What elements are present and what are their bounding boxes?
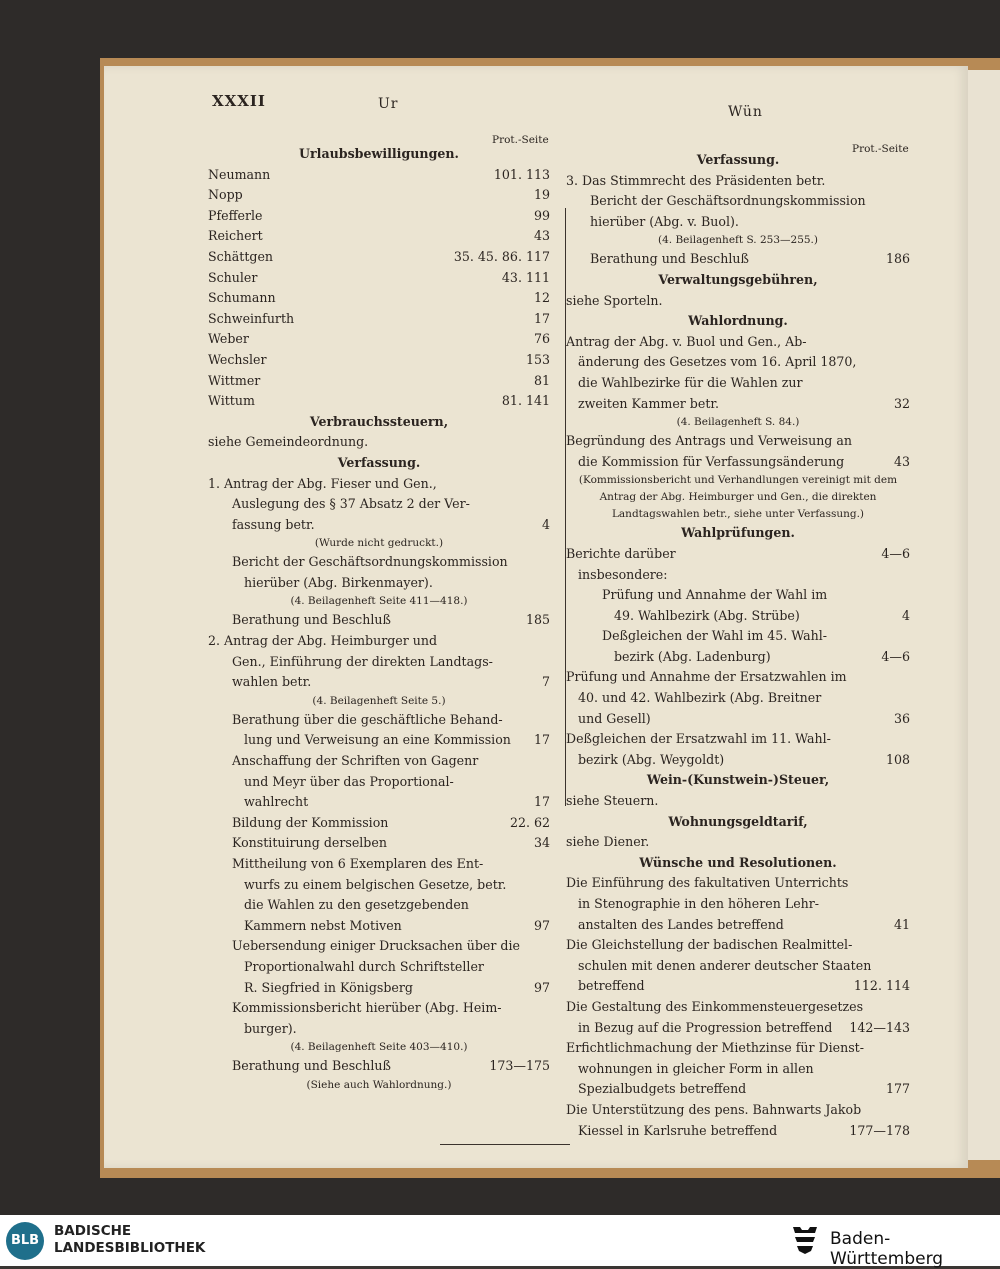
index-entry	[566, 709, 910, 730]
index-entry	[208, 875, 550, 896]
section-heading: Verfassung.	[696, 152, 780, 167]
entry-text: Deßgleichen der Ersatzwahl im 11. Wahl-	[566, 731, 831, 747]
page-reference: 4	[901, 607, 910, 623]
entry-text: Proportionalwahl durch Schriftsteller	[244, 958, 484, 974]
page-reference: 43. 111	[501, 269, 550, 285]
index-entry	[208, 916, 550, 937]
entry-text: 3. Das Stimmrecht des Präsidenten betr.	[566, 172, 826, 188]
index-entry	[208, 474, 550, 495]
page-reference: 36	[893, 710, 910, 726]
index-entry	[566, 956, 910, 977]
left-running-key: Ur	[378, 96, 399, 112]
blb-name-line2: LANDESBIBLIOTHEK	[54, 1240, 206, 1256]
entry-text: Die Unterstützung des pens. Bahnwarts Jakob	[566, 1101, 862, 1117]
index-entry	[566, 606, 910, 627]
reference-note: (4. Beilagenheft Seite 403—410.)	[290, 1041, 468, 1054]
entry-text: die Wahlen zu den gesetzgebenden	[244, 897, 469, 913]
index-entry	[566, 452, 910, 473]
book-page	[104, 66, 968, 1168]
page-reference: 22. 62	[509, 814, 550, 830]
left-index-column	[208, 144, 550, 1094]
entry-text: Pfefferle	[208, 207, 263, 223]
entry-text: fassung betr.	[232, 516, 315, 532]
entry-text: die Kommission für Verfassungsänderung	[578, 453, 845, 469]
index-entry	[208, 751, 550, 772]
index-entry	[208, 710, 550, 731]
entry-text: in Stenographie in den höheren Lehr-	[578, 896, 820, 911]
index-entry	[208, 1019, 550, 1040]
index-entry	[208, 371, 550, 392]
page-reference: 177	[885, 1081, 910, 1097]
entry-text: Bericht der Geschäftsordnungskommission	[590, 193, 866, 209]
page-reference: 17	[533, 794, 550, 810]
section-heading: Wahlprüfungen.	[681, 525, 795, 541]
index-entry	[208, 792, 550, 813]
blb-name-line1: BADISCHE	[54, 1223, 132, 1239]
entry-text: und Meyr über das Proportional-	[244, 773, 454, 789]
index-entry	[566, 171, 910, 192]
index-entry	[566, 997, 910, 1018]
index-entry	[566, 1121, 910, 1142]
reference-note: (4. Beilagenheft Seite 411—418.)	[290, 595, 468, 608]
reference-note: (4. Beilagenheft Seite 5.)	[312, 694, 446, 707]
entry-text: Weber	[208, 331, 249, 347]
page-reference: 4—6	[881, 545, 910, 561]
index-entry	[566, 894, 910, 915]
index-entry	[566, 791, 910, 812]
entry-text: Berathung und Beschluß	[232, 612, 391, 628]
entry-text: Die Einführung des fakultativen Unterrichts	[566, 875, 849, 891]
page-number: XXXII	[212, 92, 266, 110]
index-entry	[566, 647, 910, 668]
entry-text: Nopp	[208, 187, 243, 203]
entry-text: Prüfung und Annahme der Wahl im	[602, 587, 828, 603]
index-entry	[208, 957, 550, 978]
index-entry	[566, 1038, 910, 1059]
reference-note: (Kommissionsbericht und Verhandlungen vereinigt mit dem	[578, 474, 898, 487]
bw-brand-text[interactable]: Baden-Württemberg	[830, 1229, 944, 1269]
entry-text: zweiten Kammer betr.	[578, 395, 720, 411]
index-entry	[208, 652, 550, 673]
section-heading: Verbrauchssteuern,	[309, 413, 449, 429]
page-reference: 142—143	[849, 1019, 910, 1035]
reference-note: (Wurde nicht gedruckt.)	[314, 537, 444, 550]
entry-text: Schumann	[208, 290, 276, 306]
entry-text: bezirk (Abg. Weygoldt)	[578, 751, 725, 767]
index-entry	[566, 431, 910, 452]
entry-text: siehe Steuern.	[566, 793, 659, 809]
entry-text: Berathung über die geschäftliche Behand-	[232, 711, 503, 727]
entry-text: Erfichtlichmachung der Miethzinse für Dienst-	[566, 1040, 865, 1056]
index-entry	[208, 350, 550, 371]
index-entry	[566, 373, 910, 394]
entry-text: hierüber (Abg. v. Buol).	[590, 213, 739, 229]
entry-text: die Wahlbezirke für die Wahlen zur	[578, 374, 803, 390]
entry-text: siehe Diener.	[566, 834, 650, 850]
entry-text: betreffend	[578, 978, 645, 994]
entry-text: Wittum	[208, 393, 255, 409]
index-entry	[208, 1056, 550, 1077]
index-entry	[566, 212, 910, 233]
page-reference: 4	[541, 516, 550, 532]
entry-text: burger).	[244, 1020, 297, 1036]
page-reference: 101. 113	[493, 166, 550, 182]
page-reference: 153	[525, 351, 550, 367]
reference-note: (4. Beilagenheft S. 253—255.)	[658, 234, 818, 247]
index-entry	[208, 391, 550, 412]
index-entry	[208, 610, 550, 631]
page-reference: 186	[885, 251, 910, 267]
index-entry	[208, 309, 550, 330]
index-entry	[208, 329, 550, 350]
index-entry	[566, 394, 910, 415]
index-entry	[566, 976, 910, 997]
entry-text: Bericht der Geschäftsordnungskommission	[232, 554, 508, 570]
index-entry	[566, 1018, 910, 1039]
entry-text: anstalten des Landes betreffend	[578, 916, 784, 932]
page-reference: 7	[541, 674, 550, 690]
entry-text: Kiessel in Karlsruhe betreffend	[578, 1122, 778, 1138]
page-reference: 43	[893, 453, 910, 469]
index-entry	[208, 515, 550, 536]
index-entry	[208, 206, 550, 227]
index-entry	[208, 978, 550, 999]
index-entry	[566, 1079, 910, 1100]
index-entry	[208, 165, 550, 186]
entry-text: wohnungen in gleicher Form in allen	[578, 1060, 814, 1076]
page-reference: 185	[525, 612, 550, 628]
page-reference: 81. 141	[501, 393, 550, 409]
entry-text: 40. und 42. Wahlbezirk (Abg. Breitner	[578, 690, 822, 706]
entry-text: Wechsler	[208, 351, 267, 367]
entry-text: 1. Antrag der Abg. Fieser und Gen.,	[208, 475, 437, 491]
index-entry	[208, 573, 550, 594]
entry-text: 49. Wahlbezirk (Abg. Strübe)	[614, 607, 800, 623]
page-reference: 35. 45. 86. 117	[453, 248, 550, 264]
entry-text: siehe Gemeindeordnung.	[208, 434, 369, 450]
section-heading: Verwaltungsgebühren,	[658, 271, 818, 287]
index-entry	[566, 585, 910, 606]
page-reference: 97	[533, 917, 550, 933]
index-entry	[208, 895, 550, 916]
page-reference: 99	[533, 207, 550, 223]
page-reference: 41	[893, 916, 910, 932]
index-entry	[566, 667, 910, 688]
page-reference: 81	[533, 372, 550, 388]
page-reference: 173—175	[489, 1058, 550, 1074]
entry-text: siehe Sporteln.	[566, 292, 663, 308]
entry-text: Schuler	[208, 269, 258, 285]
entry-text: änderung des Gesetzes vom 16. April 1870,	[578, 354, 857, 370]
index-entry	[566, 1059, 910, 1080]
page-reference: 12	[533, 290, 550, 306]
right-prot-seite-label: Prot.-Seite	[852, 143, 909, 155]
index-entry	[566, 688, 910, 709]
entry-text: wahlen betr.	[232, 674, 312, 690]
entry-text: Kommissionsbericht hierüber (Abg. Heim-	[232, 1000, 502, 1016]
index-entry	[566, 915, 910, 936]
index-entry	[566, 249, 910, 270]
page-reference: 4—6	[881, 648, 910, 664]
index-entry	[566, 332, 910, 353]
entry-text: Antrag der Abg. v. Buol und Gen., Ab-	[566, 333, 807, 349]
index-entry	[566, 873, 910, 894]
index-entry	[208, 998, 550, 1019]
index-entry	[566, 750, 910, 771]
index-entry	[566, 565, 910, 586]
entry-text: Begründung des Antrags und Verweisung an	[566, 433, 852, 449]
blb-name[interactable]	[54, 1223, 205, 1257]
entry-text: Die Gleichstellung der badischen Realmittel-	[566, 937, 853, 953]
entry-text: R. Siegfried in Königsberg	[244, 979, 413, 995]
entry-text: Berichte darüber	[566, 545, 676, 561]
index-entry	[208, 432, 550, 453]
section-heading: Wünsche und Resolutionen.	[639, 854, 837, 870]
entry-text: Bildung der Kommission	[232, 814, 389, 830]
index-entry	[208, 936, 550, 957]
index-entry	[566, 935, 910, 956]
entry-text: Uebersendung einiger Drucksachen über die	[232, 938, 520, 954]
entry-text: in Bezug auf die Progression betreffend	[578, 1019, 833, 1035]
page-reference: 17	[533, 310, 550, 326]
page-reference: 108	[885, 751, 910, 767]
page-reference: 97	[533, 979, 550, 995]
reference-note: Landtagswahlen betr., siehe unter Verfassung.)	[611, 508, 865, 521]
right-index-column	[566, 150, 910, 1141]
lions-coat-of-arms-icon[interactable]	[790, 1224, 820, 1256]
index-entry	[208, 288, 550, 309]
index-entry	[208, 672, 550, 693]
index-entry	[208, 226, 550, 247]
entry-text: Konstituirung derselben	[232, 835, 387, 851]
entry-text: Berathung und Beschluß	[590, 251, 749, 267]
index-entry	[208, 268, 550, 289]
entry-text: schulen mit denen anderer deutscher Staaten	[578, 957, 872, 973]
index-entry	[208, 247, 550, 268]
index-entry	[566, 1100, 910, 1121]
entry-text: und Gesell)	[578, 710, 651, 726]
entry-text: Berathung und Beschluß	[232, 1058, 391, 1074]
section-heading: Verfassung.	[337, 454, 421, 470]
section-heading: Urlaubsbewilligungen.	[299, 146, 459, 161]
entry-text: insbesondere:	[578, 566, 668, 582]
index-entry	[566, 352, 910, 373]
page-reference: 177—178	[849, 1122, 910, 1138]
blb-logo-icon[interactable]: BLB	[6, 1222, 44, 1260]
entry-text: Neumann	[208, 166, 271, 182]
entry-text: Die Gestaltung des Einkommensteuergesetzes	[566, 998, 864, 1014]
entry-text: Reichert	[208, 228, 263, 244]
entry-text: lung und Verweisung an eine Kommission	[244, 732, 511, 748]
index-entry	[208, 552, 550, 573]
entry-text: Wittmer	[208, 372, 261, 388]
index-entry	[208, 833, 550, 854]
section-heading: Wein-(Kunstwein-)Steuer,	[646, 772, 830, 788]
entry-text: Schättgen	[208, 248, 274, 264]
entry-text: hierüber (Abg. Birkenmayer).	[244, 574, 433, 590]
index-entry	[208, 813, 550, 834]
index-entry	[566, 191, 910, 212]
right-running-key: Wün	[728, 104, 763, 120]
entry-text: Schweinfurth	[208, 310, 295, 326]
page-reference: 17	[533, 732, 550, 748]
entry-text: Mittheilung von 6 Exemplaren des Ent-	[232, 856, 484, 871]
entry-text: Gen., Einführung der direkten Landtags-	[232, 653, 493, 669]
entry-text: bezirk (Abg. Ladenburg)	[614, 648, 771, 664]
section-heading: Wohnungsgeldtarif,	[668, 813, 808, 829]
section-heading: Wahlordnung.	[688, 313, 788, 329]
reference-note: Antrag der Abg. Heimburger und Gen., die direkten	[599, 491, 877, 504]
index-entry	[208, 730, 550, 751]
page-reference: 76	[533, 331, 550, 347]
bottom-rule	[440, 1144, 570, 1145]
entry-text: Auslegung des § 37 Absatz 2 der Ver-	[232, 496, 470, 512]
index-entry	[566, 544, 910, 565]
index-entry	[208, 772, 550, 793]
index-entry	[208, 854, 550, 875]
viewer-footer	[0, 1215, 1000, 1269]
page-reference: 34	[533, 835, 550, 851]
reference-note: (Siehe auch Wahlordnung.)	[306, 1078, 452, 1091]
index-entry	[566, 626, 910, 647]
left-prot-seite-label: Prot.-Seite	[492, 134, 549, 146]
index-entry	[566, 291, 910, 312]
page-reference: 43	[533, 228, 550, 244]
entry-text: wurfs zu einem belgischen Gesetze, betr.	[244, 876, 507, 892]
page-reference: 32	[893, 395, 910, 411]
entry-text: 2. Antrag der Abg. Heimburger und	[208, 633, 438, 649]
entry-text: Anschaffung der Schriften von Gagenr	[232, 753, 479, 769]
index-entry	[208, 185, 550, 206]
entry-text: Spezialbudgets betreffend	[578, 1081, 747, 1097]
index-entry	[566, 729, 910, 750]
index-entry	[208, 494, 550, 515]
reference-note: (4. Beilagenheft S. 84.)	[676, 416, 800, 429]
entry-text: Prüfung und Annahme der Ersatzwahlen im	[566, 669, 847, 685]
entry-text: Deßgleichen der Wahl im 45. Wahl-	[602, 628, 828, 644]
index-entry	[566, 832, 910, 853]
entry-text: Kammern nebst Motiven	[244, 917, 402, 933]
page-reference: 112. 114	[853, 978, 910, 994]
page-reference: 19	[533, 187, 550, 203]
entry-text: wahlrecht	[244, 794, 309, 810]
index-entry	[208, 631, 550, 652]
column-divider	[565, 208, 566, 806]
